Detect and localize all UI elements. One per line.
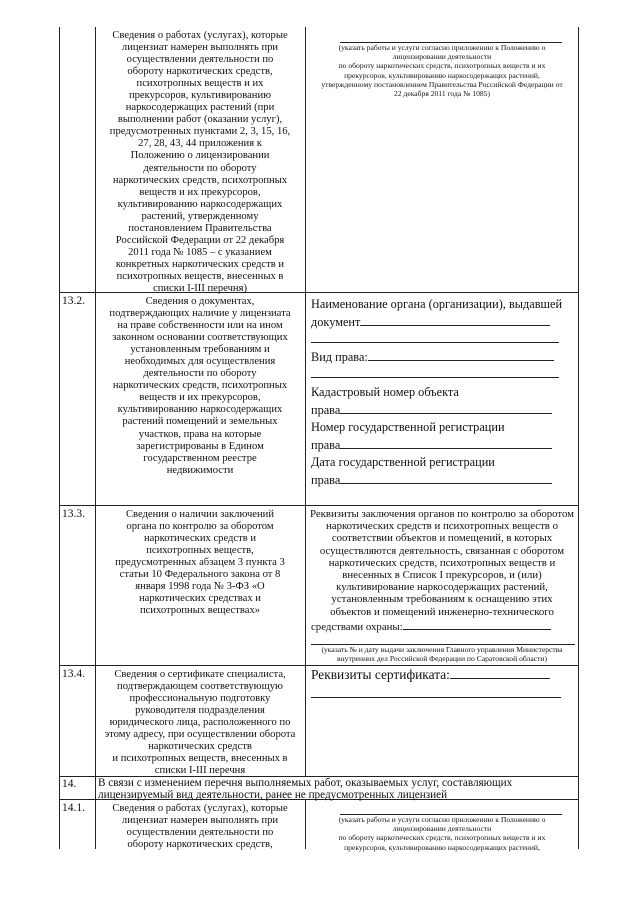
field-label: Вид права: <box>311 349 368 364</box>
registration-date-input-line[interactable] <box>340 472 552 484</box>
row-1-note: (указать работы и услуги согласно приложению к Положению о лицензировании деятельности по обороту наркотических средств, психотропных веществ и их прекурсоров, культивированию наркосодержащих растений, утвержденному постановлением Правительства Российской Федерации от 22 декабря 2011 года № 1085) <box>321 43 563 99</box>
row-13-3-text: Реквизиты заключения органов по контролю за оборотом наркотических средств и психотропных веществ о соответствии объектов и помещений, в которых осуществляются деятельность, связанная с оборотом наркотических средств, психотропных веществ и внесенных в Список I прекурсоров, и (или) культивирование наркосодержащих растений, установленным требованиям к оснащению этих объектов и помещений инженерно-технического <box>310 508 574 618</box>
guards-input-line[interactable] <box>403 620 551 630</box>
row-number: 13.3. <box>62 508 85 520</box>
row-number: 13.2. <box>62 295 85 307</box>
right-type-input-line[interactable] <box>368 349 554 361</box>
certificate-input-line[interactable] <box>450 667 550 679</box>
row-14-text: В связи с изменением перечня выполняемых работ, оказываемых услуг, составляющих лицензируемый вид деятельности, ранее не предусмотренных лицензией <box>98 777 513 801</box>
table-divider-mid <box>305 27 306 776</box>
field-label: Дата государственной регистрации <box>311 455 495 470</box>
row-13-2-fields <box>311 296 575 490</box>
cadastral-input-line[interactable] <box>340 402 552 414</box>
field-label: права <box>311 437 341 452</box>
row-13-4-description: Сведения о сертификате специалиста, подтверждающем соответствующую профессиональную подготовку руководителя подразделения юридического лица, расположенного по этому адресу, при осуществлении оборота наркотических средств и психотропных веществ, внесенных в списки I-III перечня <box>104 669 296 777</box>
row-13-3-last <box>311 620 575 633</box>
document-input-line-2[interactable] <box>311 331 559 343</box>
row-13-3-note: (указать № и дату выдачи заключения Главного управления Министерства внутренних дел Российской Федерации по Саратовской области) <box>321 645 563 664</box>
field-label: Наименование органа (организации), выдавшей <box>311 297 563 311</box>
field-label: Номер государственной регистрации <box>311 420 505 435</box>
field-label: Кадастровый номер объекта <box>311 384 459 399</box>
table-divider-mid-2 <box>305 799 306 849</box>
field-label: права <box>311 472 341 487</box>
row-1-description: Сведения о работах (услугах), которые лицензиат намерен выполнять при осуществлении деятельности по обороту наркотических средств, психотропных веществ и их прекурсоров, культивированию наркосодержащих растений (при выполнении работ (оказании услуг), предусмотренных пунктами 2, 3, 15, 16, 27, 28, 43, 44 приложения к Положению о лицензировании деятельности по обороту наркотических средств, психотропных веществ и их прекурсоров, культивированию наркосодержащих растений, утвержденному постановлением Правительства Российской Федерации от 22 декабря 2011 года № 1085 – с указанием конкретных наркотических средств и психотропных веществ, внесенных в списки I-III перечня) <box>109 30 291 294</box>
table-border-left <box>59 27 60 849</box>
fill-line <box>311 697 561 698</box>
right-type-input-line-2[interactable] <box>311 366 559 378</box>
row-separator <box>59 505 579 506</box>
table-border-right <box>578 27 579 849</box>
row-number: 14.1. <box>62 802 85 814</box>
row-number: 13.4. <box>62 668 85 680</box>
row-13-3-description: Сведения о наличии заключений органа по контролю за оборотом наркотических средств и психотропных веществ, предусмотренных абзацем 3 пункта 3 статьи 10 Федерального закона от 8 января 1998 года № 3-ФЗ «О наркотических средствах и психотропных веществах» <box>115 509 285 617</box>
field-label: права <box>311 402 341 417</box>
registration-number-input-line[interactable] <box>340 437 552 449</box>
row-number: 14. <box>62 778 77 790</box>
table-divider-num <box>95 27 96 849</box>
field-label: документ <box>311 314 361 329</box>
document-input-line[interactable] <box>360 314 550 326</box>
guards-label: средствами охраны: <box>311 621 403 633</box>
row-13-2-description: Сведения о документах, подтверждающих наличие у лицензиата на праве собственности или на ином законном основании соответствующих установленным требованиям и необходимых для осуществления деятельности по обороту наркотических средств, психотропных веществ и их прекурсоров, культивированию наркосодержащих растений помещений и земельных участков, права на которые зарегистрированы в Едином государственном реестре недвижимости <box>109 296 291 476</box>
row-13-4-field <box>311 666 575 684</box>
row-14-1-note: (указать работы и услуги согласно приложению к Положению о лицензировании деятельности по обороту наркотических средств, психотропных веществ и их прекурсоров, культивированию наркосодержащих растений, <box>338 815 546 852</box>
row-14-1-description: Сведения о работах (услугах), которые лицензиат намерен выполнять при осуществлении деятельности по обороту наркотических средств, <box>112 803 288 851</box>
certificate-label: Реквизиты сертификата: <box>311 667 450 682</box>
